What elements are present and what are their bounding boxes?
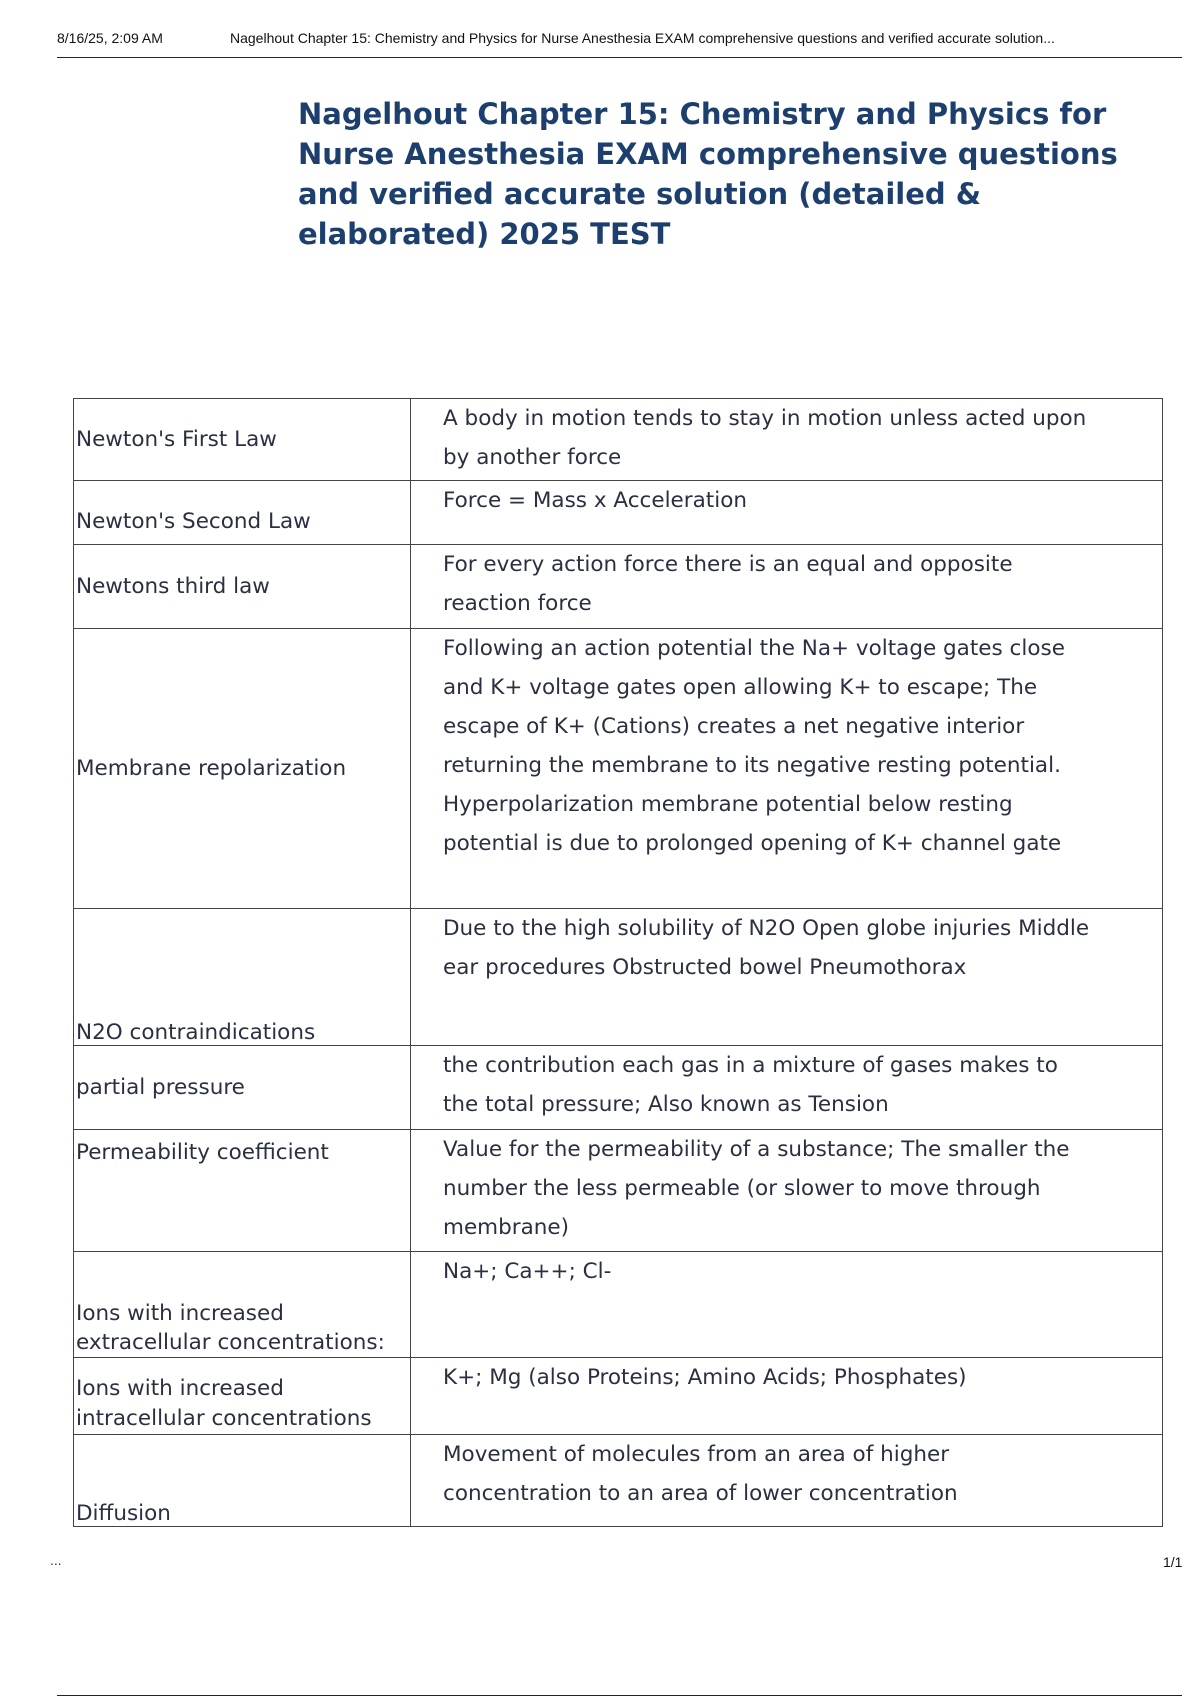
definition-cell: A body in motion tends to stay in motion unless acted upon by another force [411, 399, 1163, 481]
term-cell: Ions with increased intracellular concentrations [74, 1358, 411, 1435]
term-cell: Newton's First Law [74, 399, 411, 481]
header-divider [57, 57, 1182, 58]
definition-cell: Following an action potential the Na+ voltage gates close and K+ voltage gates open allowing K+ to escape; The escape of K+ (Cations) creates a net negative interior returning the membrane to its negative resting potential. Hyperpolarization membrane potential below resting potential is due to prolonged opening of K+ channel gate [411, 629, 1163, 909]
definition-cell: the contribution each gas in a mixture of gases makes to the total pressure; Also known as Tension [411, 1046, 1163, 1130]
print-header [57, 28, 1181, 58]
page-number: 1/1 [1163, 1554, 1183, 1570]
table-row [74, 1130, 1163, 1252]
term-cell: partial pressure [74, 1046, 411, 1130]
definition-cell: Movement of molecules from an area of higher concentration to an area of lower concentration [411, 1435, 1163, 1527]
print-document-title: Nagelhout Chapter 15: Chemistry and Physics for Nurse Anesthesia EXAM comprehensive questions and verified accurate solution... [230, 30, 1055, 46]
definition-cell: Value for the permeability of a substance; The smaller the number the less permeable (or slower to move through membrane) [411, 1130, 1163, 1252]
table-row [74, 1435, 1163, 1527]
term-cell: Diffusion [74, 1435, 411, 1527]
definition-cell: Force = Mass x Acceleration [411, 481, 1163, 545]
table-row [74, 481, 1163, 545]
table-row [74, 1358, 1163, 1435]
table-row [74, 399, 1163, 481]
table-row [74, 629, 1163, 909]
table-row [74, 1252, 1163, 1358]
term-cell: Ions with increased extracellular concentrations: [74, 1252, 411, 1358]
term-cell: Newtons third law [74, 545, 411, 629]
term-cell: Newton's Second Law [74, 481, 411, 545]
table-row [74, 909, 1163, 1046]
definition-cell: Due to the high solubility of N2O Open globe injuries Middle ear procedures Obstructed bowel Pneumothorax [411, 909, 1163, 1046]
bottom-divider [57, 1695, 1182, 1696]
page-title: Nagelhout Chapter 15: Chemistry and Physics for Nurse Anesthesia EXAM comprehensive questions and verified accurate solution (detailed & elaborated) 2025 TEST [298, 97, 1118, 251]
footer-ellipsis: ... [50, 1552, 62, 1568]
table-row [74, 1046, 1163, 1130]
term-cell: Permeability coefficient [74, 1130, 411, 1252]
term-cell: N2O contraindications [74, 909, 411, 1046]
definition-cell: K+; Mg (also Proteins; Amino Acids; Phosphates) [411, 1358, 1163, 1435]
definition-cell: For every action force there is an equal and opposite reaction force [411, 545, 1163, 629]
term-cell: Membrane repolarization [74, 629, 411, 909]
flashcard-table [73, 398, 1163, 1527]
print-datetime: 8/16/25, 2:09 AM [57, 30, 163, 46]
table-row [74, 545, 1163, 629]
definition-cell: Na+; Ca++; Cl- [411, 1252, 1163, 1358]
